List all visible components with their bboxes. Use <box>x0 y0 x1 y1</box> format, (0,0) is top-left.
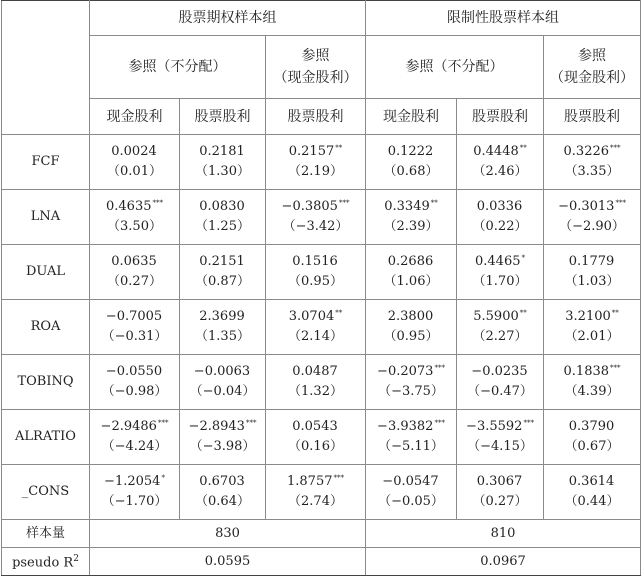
table-row-coef <box>2 300 641 328</box>
coef-value: 3.0704 <box>288 309 335 324</box>
tstat-cell: （0.22） <box>457 217 544 245</box>
coef-cell <box>544 410 641 438</box>
significance-stars: *** <box>338 199 350 207</box>
ref-cash-line1: 参照 <box>578 48 607 64</box>
coef-value: 0.3790 <box>568 419 615 434</box>
table-row-tstat <box>2 437 641 465</box>
coef-value: 0.0830 <box>199 199 245 214</box>
table-row-coef <box>2 410 641 438</box>
coef-cell <box>366 355 457 383</box>
tstat-cell: （0.27） <box>457 492 544 520</box>
coef-value: −0.3805 <box>281 199 338 214</box>
tstat-cell: （1.03） <box>544 272 641 300</box>
coef-value: −1.2054 <box>104 474 161 489</box>
tstat-cell: （1.35） <box>180 327 266 355</box>
tstat-cell: （−3.75） <box>366 382 457 410</box>
tstat-cell: （0.64） <box>180 492 266 520</box>
coef-cell <box>544 355 641 383</box>
coef-value: −2.9486 <box>100 419 157 434</box>
header-row-dividend-type <box>2 99 641 135</box>
tstat-cell: （0.95） <box>266 272 366 300</box>
coef-cell <box>366 135 457 163</box>
tstat-cell: （1.70） <box>457 272 544 300</box>
table-row-coef <box>2 465 641 493</box>
coef-value: 0.4465 <box>475 254 521 269</box>
coef-value: −0.0063 <box>193 364 251 379</box>
coef-cell <box>266 355 366 383</box>
significance-stars: ** <box>519 309 527 317</box>
tstat-cell: （2.01） <box>544 327 641 355</box>
significance-stars: *** <box>434 419 445 427</box>
coef-cell <box>457 135 544 163</box>
coef-cell <box>366 465 457 493</box>
coef-value: 0.2151 <box>199 254 245 269</box>
coef-cell <box>90 465 180 493</box>
tstat-cell: （2.74） <box>266 492 366 520</box>
ref-cash-header-2 <box>544 36 641 99</box>
group-restricted-stock-header: 限制性股票样本组 <box>366 1 641 36</box>
tstat-cell: （1.25） <box>180 217 266 245</box>
coef-cell <box>366 190 457 218</box>
coef-cell <box>180 190 266 218</box>
coef-value: 0.6703 <box>199 474 245 489</box>
table-row-coef <box>2 135 641 163</box>
col-header-stock-2: 股票股利 <box>266 99 366 135</box>
coef-cell <box>544 190 641 218</box>
significance-stars: *** <box>152 199 163 207</box>
tstat-cell: （−5.11） <box>366 437 457 465</box>
tstat-cell: （−0.04） <box>180 382 266 410</box>
tstat-cell: （0.44） <box>544 492 641 520</box>
col-header-stock-3: 股票股利 <box>457 99 544 135</box>
table-row-tstat <box>2 492 641 520</box>
coef-cell <box>266 410 366 438</box>
coef-cell <box>90 245 180 273</box>
tstat-cell: （2.46） <box>457 162 544 190</box>
tstat-cell: （0.95） <box>366 327 457 355</box>
tstat-cell: （0.16） <box>266 437 366 465</box>
coef-cell <box>180 410 266 438</box>
coef-value: 0.1838 <box>563 364 610 379</box>
coef-value: 5.5900 <box>473 309 519 324</box>
coef-cell <box>457 355 544 383</box>
ref-cash-line2: （现金股利） <box>273 70 358 86</box>
tstat-cell: （−3.42） <box>266 217 366 245</box>
col-header-stock-4: 股票股利 <box>544 99 641 135</box>
ref-cash-line2: （现金股利） <box>550 70 635 86</box>
sample-size-value-1: 830 <box>90 520 366 548</box>
significance-stars: *** <box>615 199 626 207</box>
coef-cell <box>544 465 641 493</box>
coef-cell <box>266 135 366 163</box>
variable-name: _CONS <box>2 465 90 520</box>
tstat-cell: （0.67） <box>544 437 641 465</box>
coef-cell <box>180 355 266 383</box>
coef-cell <box>90 190 180 218</box>
coef-value: 0.2686 <box>387 254 434 269</box>
coef-value: −3.5592 <box>466 419 523 434</box>
tstat-cell: （1.06） <box>366 272 457 300</box>
tstat-cell: （−4.15） <box>457 437 544 465</box>
variable-name: FCF <box>2 135 90 190</box>
coef-value: −2.8943 <box>188 419 245 434</box>
coef-value: 3.2100 <box>565 309 611 324</box>
tstat-cell: （2.19） <box>266 162 366 190</box>
coef-cell <box>90 410 180 438</box>
coef-cell <box>366 245 457 273</box>
coef-cell <box>457 300 544 328</box>
coef-cell <box>266 190 366 218</box>
table-row-tstat <box>2 382 641 410</box>
coef-value: 2.3800 <box>387 309 434 324</box>
tstat-cell: （1.30） <box>180 162 266 190</box>
significance-stars: *** <box>333 474 344 482</box>
tstat-cell: （−1.70） <box>90 492 180 520</box>
tstat-cell: （0.68） <box>366 162 457 190</box>
coef-value: −0.0235 <box>471 364 528 379</box>
coef-value: 0.3349 <box>384 199 430 214</box>
coef-cell <box>266 465 366 493</box>
coef-value: −0.0550 <box>105 364 163 379</box>
coef-cell <box>457 245 544 273</box>
coef-cell <box>544 300 641 328</box>
tstat-cell: （4.39） <box>544 382 641 410</box>
sample-size-row <box>2 520 641 548</box>
coef-value: 0.0024 <box>111 144 157 159</box>
tstat-cell: （−2.90） <box>544 217 641 245</box>
ref-no-dist-header-1: 参照（不分配） <box>90 36 266 99</box>
pseudo-r2-row <box>2 548 641 576</box>
tstat-cell: （0.01） <box>90 162 180 190</box>
coef-cell <box>180 135 266 163</box>
col-header-cash-1: 现金股利 <box>90 99 180 135</box>
table-row-tstat <box>2 272 641 300</box>
table-row-coef <box>2 190 641 218</box>
pseudo-r2-label <box>2 548 90 576</box>
table-row-coef <box>2 245 641 273</box>
coef-value: 0.0635 <box>111 254 157 269</box>
coef-cell <box>366 410 457 438</box>
group-stock-option-header: 股票期权样本组 <box>90 1 366 36</box>
variable-name: ROA <box>2 300 90 355</box>
coef-value: 0.0543 <box>292 419 338 434</box>
col-header-stock-1: 股票股利 <box>180 99 266 135</box>
coef-value: −0.0547 <box>382 474 439 489</box>
coef-value: 0.3226 <box>563 144 610 159</box>
significance-stars: * <box>521 254 525 262</box>
tstat-cell: （−4.24） <box>90 437 180 465</box>
significance-stars: *** <box>610 144 621 152</box>
ref-no-dist-header-2: 参照（不分配） <box>366 36 544 99</box>
table-body <box>2 135 641 520</box>
coef-cell <box>266 245 366 273</box>
coef-value: 0.3614 <box>568 474 615 489</box>
tstat-cell: （2.27） <box>457 327 544 355</box>
header-row-reference <box>2 36 641 99</box>
coef-value: −0.2073 <box>377 364 434 379</box>
significance-stars: *** <box>434 364 445 372</box>
tstat-cell: （1.32） <box>266 382 366 410</box>
tstat-cell: （−3.98） <box>180 437 266 465</box>
coef-cell <box>457 410 544 438</box>
pseudo-r2-value-1: 0.0595 <box>90 548 366 576</box>
coef-value: 0.0487 <box>292 364 338 379</box>
coef-value: 0.3067 <box>476 474 523 489</box>
coef-cell <box>266 300 366 328</box>
tstat-cell: （0.27） <box>90 272 180 300</box>
coef-value: 0.2157 <box>288 144 335 159</box>
coef-value: 2.3699 <box>199 309 245 324</box>
significance-stars: ** <box>611 309 619 317</box>
coef-cell <box>366 300 457 328</box>
pseudo-r2-text: pseudo R <box>12 555 74 571</box>
tstat-cell: （−0.98） <box>90 382 180 410</box>
coef-cell <box>544 245 641 273</box>
table-row-tstat <box>2 217 641 245</box>
coef-value: −0.7005 <box>105 309 163 324</box>
variable-name: ALRATIO <box>2 410 90 465</box>
coef-value: 0.0336 <box>476 199 523 214</box>
coef-cell <box>180 465 266 493</box>
tstat-cell: （2.39） <box>366 217 457 245</box>
coef-cell <box>457 190 544 218</box>
coef-cell <box>90 135 180 163</box>
significance-stars: ** <box>519 144 527 152</box>
tstat-cell: （−0.05） <box>366 492 457 520</box>
significance-stars: *** <box>157 419 169 427</box>
coef-cell <box>544 135 641 163</box>
sample-size-value-2: 810 <box>366 520 641 548</box>
coef-value: 0.4635 <box>106 199 152 214</box>
significance-stars: *** <box>523 419 534 427</box>
table-row-tstat <box>2 162 641 190</box>
pseudo-r2-sup: 2 <box>73 554 79 565</box>
significance-stars: ** <box>335 144 343 152</box>
coef-value: 0.1516 <box>292 254 338 269</box>
tstat-cell: （3.50） <box>90 217 180 245</box>
significance-stars: * <box>161 474 165 482</box>
ref-cash-line1: 参照 <box>301 48 330 64</box>
header-row-groups <box>2 1 641 36</box>
coef-value: 0.1779 <box>568 254 615 269</box>
variable-name: DUAL <box>2 245 90 300</box>
significance-stars: ** <box>430 199 438 207</box>
table-row-tstat <box>2 327 641 355</box>
coef-value: −0.3013 <box>558 199 615 214</box>
pseudo-r2-value-2: 0.0967 <box>366 548 641 576</box>
table-row-coef <box>2 355 641 383</box>
coef-value: −3.9382 <box>377 419 434 434</box>
significance-stars: *** <box>245 419 257 427</box>
sample-size-label: 样本量 <box>2 520 90 548</box>
coef-value: 0.2181 <box>199 144 245 159</box>
significance-stars: ** <box>335 309 343 317</box>
regression-table <box>1 0 641 576</box>
significance-stars: *** <box>610 364 621 372</box>
tstat-cell: （2.14） <box>266 327 366 355</box>
tstat-cell: （0.87） <box>180 272 266 300</box>
coef-cell <box>457 465 544 493</box>
coef-value: 0.4448 <box>473 144 519 159</box>
coef-cell <box>180 300 266 328</box>
tstat-cell: （−0.31） <box>90 327 180 355</box>
variable-name: TOBINQ <box>2 355 90 410</box>
corner-cell <box>2 1 90 135</box>
ref-cash-header-1 <box>266 36 366 99</box>
coef-cell <box>180 245 266 273</box>
tstat-cell: （−0.47） <box>457 382 544 410</box>
coef-cell <box>90 355 180 383</box>
coef-value: 0.1222 <box>387 144 434 159</box>
variable-name: LNA <box>2 190 90 245</box>
coef-value: 1.8757 <box>287 474 333 489</box>
col-header-cash-2: 现金股利 <box>366 99 457 135</box>
tstat-cell: （3.35） <box>544 162 641 190</box>
coef-cell <box>90 300 180 328</box>
